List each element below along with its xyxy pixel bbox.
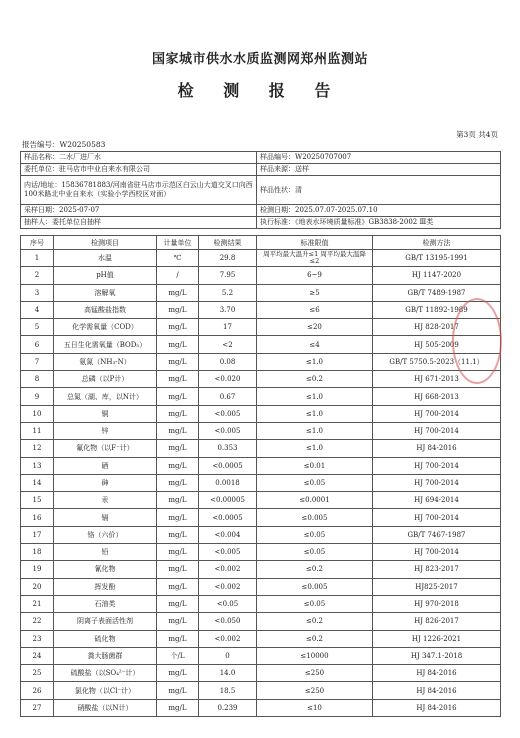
cell-limit: ≤0.005 (257, 578, 373, 595)
table-row (21, 630, 501, 647)
table-row (21, 267, 501, 284)
cell-no: 18 (21, 544, 54, 561)
cell-item: 五日生化需氧量（BOD₅） (54, 336, 157, 353)
table-row (21, 371, 501, 388)
cell-item: 氯化物（以Cl⁻计） (54, 682, 157, 699)
cell-item: 氨氮（NH₃-N） (54, 353, 157, 370)
cell-result: 14.0 (199, 665, 257, 682)
report-number: 报告编号：W20250583 (22, 140, 106, 149)
cell-result: <0.05 (199, 595, 257, 612)
page-number: 第3页 共4页 (456, 130, 498, 139)
cell-item: pH值 (54, 267, 157, 284)
cell-unit: / (157, 267, 199, 284)
cell-no: 27 (21, 699, 54, 716)
table-row (21, 457, 501, 474)
cell-result: 29.8 (199, 250, 257, 267)
table-row (21, 301, 501, 318)
cell-method: HJ 700-2014 (373, 405, 501, 422)
cell-method: GB/T 11892-1989 (373, 301, 501, 318)
table-row (21, 492, 501, 509)
col-unit: 计量单位 (157, 236, 199, 250)
cell-method: HJ 823-2017 (373, 561, 501, 578)
cell-no: 1 (21, 250, 54, 267)
cell-limit: ≤1.0 (257, 405, 373, 422)
cell-unit: mg/L (157, 492, 199, 509)
cell-result: <0.005 (199, 405, 257, 422)
standard: 执行标准：《地表水环境质量标准》GB3838-2002 Ⅲ类 (257, 217, 501, 229)
cell-result: 0.0018 (199, 474, 257, 491)
cell-unit: mg/L (157, 371, 199, 388)
cell-method: GB/T 13195-1991 (373, 250, 501, 267)
cell-unit: mg/L (157, 474, 199, 491)
cell-item: 铅 (54, 544, 157, 561)
cell-item: 砷 (54, 474, 157, 491)
table-row (21, 647, 501, 664)
cell-no: 19 (21, 561, 54, 578)
cell-limit: ≤250 (257, 665, 373, 682)
cell-unit: mg/L (157, 509, 199, 526)
cell-limit: 周平均最大温升≤1 周平均最大温降≤2 (257, 250, 373, 267)
cell-result: <0.002 (199, 630, 257, 647)
cell-limit: ≤0.2 (257, 613, 373, 630)
cell-limit: 6~9 (257, 267, 373, 284)
table-row (21, 595, 501, 612)
client: 委托单位：驻马店市中业自来水有限公司 (21, 164, 257, 176)
cell-result: 0.67 (199, 388, 257, 405)
cell-result: <0.002 (199, 578, 257, 595)
cell-no: 20 (21, 578, 54, 595)
cell-result: <0.0005 (199, 509, 257, 526)
col-limit: 标准限值 (257, 236, 373, 250)
cell-unit: mg/L (157, 422, 199, 439)
cell-item: 高锰酸盐指数 (54, 301, 157, 318)
table-row (21, 561, 501, 578)
cell-method: HJ 84-2016 (373, 699, 501, 716)
cell-result: 0.08 (199, 353, 257, 370)
cell-result: 17 (199, 319, 257, 336)
table-row (21, 440, 501, 457)
cell-limit: ≤0.2 (257, 371, 373, 388)
cell-method: HJ 668-2013 (373, 388, 501, 405)
cell-unit: mg/L (157, 440, 199, 457)
table-row (21, 319, 501, 336)
cell-limit: ≤1.0 (257, 353, 373, 370)
cell-unit: mg/L (157, 613, 199, 630)
cell-item: 挥发酚 (54, 578, 157, 595)
cell-item: 铬（六价） (54, 526, 157, 543)
cell-method: GB/T 5750.5-2023（11.1） (373, 353, 501, 370)
cell-method: HJ 1226-2021 (373, 630, 501, 647)
cell-limit: ≤0.2 (257, 561, 373, 578)
col-method: 检测方法 (373, 236, 501, 250)
cell-unit: mg/L (157, 526, 199, 543)
cell-no: 17 (21, 526, 54, 543)
cell-no: 14 (21, 474, 54, 491)
table-row (21, 544, 501, 561)
report-title: 检 测 报 告 (177, 81, 343, 100)
cell-method: HJ 700-2014 (373, 474, 501, 491)
cell-item: 铜 (54, 405, 157, 422)
table-row (21, 405, 501, 422)
cell-method: HJ 1147-2020 (373, 267, 501, 284)
cell-method: HJ 700-2014 (373, 457, 501, 474)
cell-limit: ≤0.05 (257, 526, 373, 543)
cell-result: 0 (199, 647, 257, 664)
cell-item: 溶解氧 (54, 284, 157, 301)
cell-no: 10 (21, 405, 54, 422)
cell-no: 5 (21, 319, 54, 336)
cell-unit: mg/L (157, 595, 199, 612)
table-row (21, 526, 501, 543)
cell-no: 12 (21, 440, 54, 457)
cell-method: HJ 84-2016 (373, 665, 501, 682)
cell-item: 石油类 (54, 595, 157, 612)
cell-limit: ≤0.05 (257, 544, 373, 561)
cell-no: 16 (21, 509, 54, 526)
cell-item: 水温 (54, 250, 157, 267)
table-row (21, 699, 501, 716)
cell-no: 24 (21, 647, 54, 664)
table-row (21, 353, 501, 370)
cell-limit: ≤0.0001 (257, 492, 373, 509)
cell-unit: mg/L (157, 699, 199, 716)
col-result: 检测结果 (199, 236, 257, 250)
results-header-row (21, 236, 501, 250)
table-row (21, 578, 501, 595)
cell-item: 阴离子表面活性剂 (54, 613, 157, 630)
cell-no: 15 (21, 492, 54, 509)
table-row (21, 336, 501, 353)
cell-unit: mg/L (157, 457, 199, 474)
cell-no: 9 (21, 388, 54, 405)
cell-limit: ≤0.005 (257, 509, 373, 526)
cell-no: 8 (21, 371, 54, 388)
cell-no: 22 (21, 613, 54, 630)
cell-result: <0.005 (199, 544, 257, 561)
table-row (21, 388, 501, 405)
cell-result: 18.5 (199, 682, 257, 699)
cell-item: 化学需氧量（COD） (54, 319, 157, 336)
cell-method: HJ 694-2014 (373, 492, 501, 509)
cell-unit: 个/L (157, 647, 199, 664)
sampling-date: 采样日期：2025-07-07 (21, 205, 257, 217)
cell-no: 7 (21, 353, 54, 370)
cell-result: 7.95 (199, 267, 257, 284)
cell-limit: ≤6 (257, 301, 373, 318)
cell-method: HJ 84-2016 (373, 440, 501, 457)
cell-item: 总磷（以P计） (54, 371, 157, 388)
cell-result: <0.004 (199, 526, 257, 543)
cell-item: 硝酸盐（以N计） (54, 699, 157, 716)
sample-name: 样品名称：二水厂进厂水 (21, 152, 257, 164)
cell-limit: ≤20 (257, 319, 373, 336)
table-row (21, 474, 501, 491)
cell-unit: mg/L (157, 319, 199, 336)
cell-method: HJ 700-2014 (373, 422, 501, 439)
cell-no: 4 (21, 301, 54, 318)
sample-source: 样品来源：送样 (257, 164, 501, 176)
table-row (21, 509, 501, 526)
cell-no: 3 (21, 284, 54, 301)
cell-result: <0.005 (199, 422, 257, 439)
sample-character: 样品性状：清 (257, 176, 501, 205)
cell-item: 氟化物（以F⁻计） (54, 440, 157, 457)
cell-item: 镉 (54, 509, 157, 526)
cell-limit: ≤10000 (257, 647, 373, 664)
cell-limit: ≤0.05 (257, 595, 373, 612)
cell-method: HJ 970-2018 (373, 595, 501, 612)
cell-item: 粪大肠菌群 (54, 647, 157, 664)
cell-limit: ≤1.0 (257, 388, 373, 405)
cell-result: <0.050 (199, 613, 257, 630)
cell-limit: ≤1.0 (257, 440, 373, 457)
cell-method: HJ 671-2013 (373, 371, 501, 388)
cell-item: 氰化物 (54, 561, 157, 578)
sample-info-table (20, 151, 501, 229)
cell-result: <0.020 (199, 371, 257, 388)
col-item: 检测项目 (54, 236, 157, 250)
cell-limit: ≤10 (257, 699, 373, 716)
cell-item: 锌 (54, 422, 157, 439)
cell-item: 硫化物 (54, 630, 157, 647)
test-date: 检测日期：2025.07.07-2025.07.10 (257, 205, 501, 217)
cell-method: HJ 826-2017 (373, 613, 501, 630)
contact-address: 内话/地址：15836781883/河南省驻马店市示范区白云山大道交叉口向西100米路北中业自来水（实验小学西校区对面） (21, 176, 257, 205)
cell-item: 硫酸盐（以SO₄²⁻计） (54, 665, 157, 682)
cell-result: 0.239 (199, 699, 257, 716)
cell-method: HJ 828-2017 (373, 319, 501, 336)
cell-unit: mg/L (157, 578, 199, 595)
cell-limit: ≤4 (257, 336, 373, 353)
cell-limit: ≤1.0 (257, 422, 373, 439)
official-stamp (452, 298, 502, 384)
cell-unit: mg/L (157, 665, 199, 682)
cell-unit: mg/L (157, 630, 199, 647)
cell-unit: ℃ (157, 250, 199, 267)
cell-result: 0.353 (199, 440, 257, 457)
cell-item: 硒 (54, 457, 157, 474)
cell-no: 11 (21, 422, 54, 439)
cell-limit: ≤0.2 (257, 630, 373, 647)
cell-unit: mg/L (157, 353, 199, 370)
cell-unit: mg/L (157, 682, 199, 699)
cell-result: <0.002 (199, 561, 257, 578)
cell-result: 3.70 (199, 301, 257, 318)
cell-no: 25 (21, 665, 54, 682)
results-table (20, 235, 501, 717)
cell-no: 2 (21, 267, 54, 284)
cell-method: GB/T 7489-1987 (373, 284, 501, 301)
cell-method: HJ 505-2009 (373, 336, 501, 353)
cell-limit: ≤0.05 (257, 474, 373, 491)
cell-result: <0.00005 (199, 492, 257, 509)
cell-unit: mg/L (157, 284, 199, 301)
cell-method: GB/T 7467-1987 (373, 526, 501, 543)
cell-no: 23 (21, 630, 54, 647)
cell-unit: mg/L (157, 405, 199, 422)
cell-no: 13 (21, 457, 54, 474)
cell-unit: mg/L (157, 544, 199, 561)
cell-no: 26 (21, 682, 54, 699)
sampler: 抽样人：委托单位自抽样 (21, 217, 257, 229)
table-row (21, 422, 501, 439)
cell-result: <2 (199, 336, 257, 353)
sample-number: 样品编号：W20250707007 (257, 152, 501, 164)
cell-limit: ≥5 (257, 284, 373, 301)
cell-method: HJ 84-2016 (373, 682, 501, 699)
cell-unit: mg/L (157, 301, 199, 318)
cell-unit: mg/L (157, 336, 199, 353)
cell-limit: ≤0.01 (257, 457, 373, 474)
cell-result: 5.2 (199, 284, 257, 301)
cell-result: <0.0005 (199, 457, 257, 474)
cell-no: 6 (21, 336, 54, 353)
cell-method: HJ 347.1-2018 (373, 647, 501, 664)
table-row (21, 250, 501, 267)
table-row (21, 665, 501, 682)
cell-item: 总氮（湖、库，以N计） (54, 388, 157, 405)
table-row (21, 284, 501, 301)
cell-limit: ≤250 (257, 682, 373, 699)
cell-method: HJ825-2017 (373, 578, 501, 595)
table-row (21, 613, 501, 630)
cell-method: HJ 700-2014 (373, 544, 501, 561)
col-no: 序号 (21, 236, 54, 250)
organization-title: 国家城市供水水质监测网郑州监测站 (151, 52, 368, 67)
cell-unit: mg/L (157, 388, 199, 405)
cell-item: 汞 (54, 492, 157, 509)
cell-method: HJ 700-2014 (373, 509, 501, 526)
cell-no: 21 (21, 595, 54, 612)
table-row (21, 682, 501, 699)
cell-unit: mg/L (157, 561, 199, 578)
